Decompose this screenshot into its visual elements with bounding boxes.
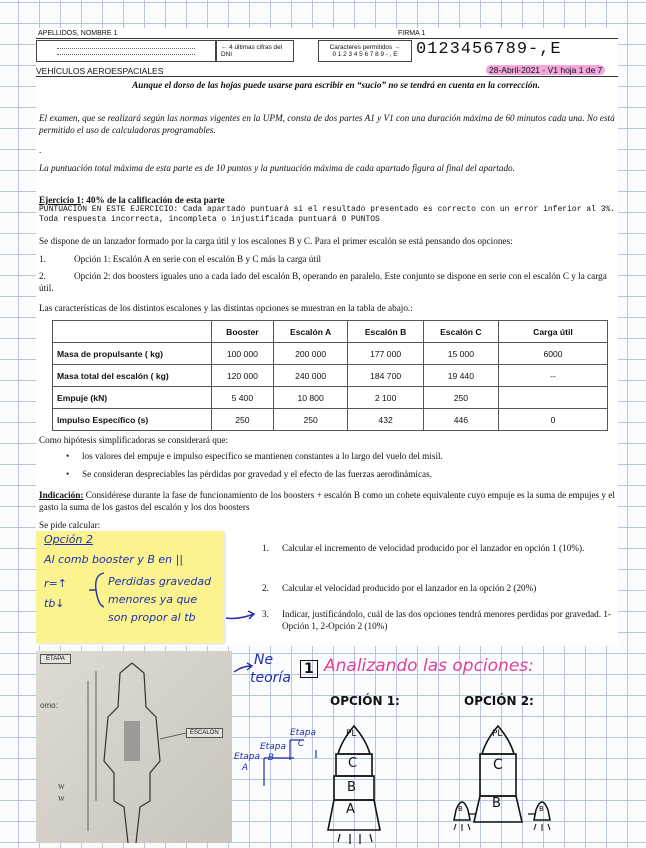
option-1-num: 1. bbox=[39, 254, 46, 264]
table-cell bbox=[499, 387, 608, 409]
course-title: VEHÍCULOS AEROESPACIALES bbox=[36, 66, 164, 76]
allowed-chars-values: 0 1 2 3 4 5 6 7 8 9 - , E bbox=[332, 51, 398, 58]
table-cell: 10 800 bbox=[273, 387, 348, 409]
table-cell: 177 000 bbox=[348, 343, 423, 365]
table-row bbox=[53, 387, 608, 409]
label-booster-b: B bbox=[539, 805, 544, 813]
option-2-num: 2. bbox=[39, 271, 46, 281]
photo-label-escalon: ESCALON bbox=[186, 728, 223, 738]
option-1-rocket bbox=[250, 710, 390, 846]
label-booster-b: B bbox=[458, 805, 463, 813]
stages-table bbox=[52, 320, 608, 431]
hypotheses-intro: Como hipótesis simplificadoras se considerará que: bbox=[39, 435, 229, 445]
table-cell: 100 000 bbox=[212, 343, 274, 365]
table-cell: 240 000 bbox=[273, 365, 348, 387]
puntuacion-text: PUNTUACIÓN EN ESTE EJERCICIO: Cada apartado puntuará si el resultado presentado es correcto con un error inferior al 3%. Toda respuesta incorrecta, incompleta o injustificada puntuará 0 PUNTOS bbox=[39, 205, 616, 224]
sticky-line: Al comb booster y B en || bbox=[44, 553, 184, 566]
photo-label-omo: omo: bbox=[40, 701, 58, 710]
table-row-label: Impulso Específico (s) bbox=[53, 409, 212, 431]
note-teoria: teoría bbox=[250, 670, 291, 686]
table-cell: 5 400 bbox=[212, 387, 274, 409]
question-num: 1. bbox=[262, 543, 269, 553]
table-cell: 200 000 bbox=[273, 343, 348, 365]
section-number: 1 bbox=[300, 660, 318, 678]
firma-label: FIRMA 1 bbox=[398, 30, 426, 37]
option-1-heading: OPCIÓN 1: bbox=[330, 694, 400, 708]
dot: . bbox=[39, 145, 42, 155]
table-header-row bbox=[53, 321, 608, 343]
arrow-icon bbox=[224, 606, 258, 624]
table-cell: 0 bbox=[499, 409, 608, 431]
question-text: Calcular el velocidad producido por el lanzador en la opción 2 (20%) bbox=[282, 583, 537, 593]
bullet-icon: • bbox=[66, 451, 70, 461]
table-header-cell: Escalón A bbox=[273, 321, 348, 343]
label-pl: PL bbox=[492, 729, 503, 739]
table-cell: 432 bbox=[348, 409, 423, 431]
table-header-cell bbox=[53, 321, 212, 343]
hypothesis-item: los valores del empuje e impulso específico se mantienen constantes a lo largo del vuelo del misil. bbox=[82, 451, 443, 461]
option-2-heading: OPCIÓN 2: bbox=[464, 694, 534, 708]
photo-label-etapa: ETAPA bbox=[40, 654, 71, 664]
table-header-cell: Booster bbox=[212, 321, 274, 343]
header-rule-2 bbox=[36, 76, 618, 77]
table-cell: 19 440 bbox=[423, 365, 498, 387]
sticky-line: Perdidas gravedad bbox=[108, 575, 212, 588]
table-cell: 184 700 bbox=[348, 365, 423, 387]
table-intro: Las características de los distintos escalones y las distintas opciones se muestran en la tabla de abajo.: bbox=[39, 303, 413, 313]
table-header-cell: Escalón C bbox=[423, 321, 498, 343]
table-cell: 15 000 bbox=[423, 343, 498, 365]
table-row bbox=[53, 365, 608, 387]
label-c: C bbox=[348, 756, 358, 771]
sticky-note bbox=[36, 531, 224, 643]
exam-rules: El examen, que se realizará según las normas vigentes en la UPM, consta de dos partes A1 y V1 con una duración máxima de 60 minutos cada una. No está permitido el uso de calculadoras programables. bbox=[39, 113, 615, 135]
exercise-title: Ejercicio 1: 40% de la calificación de esta parte bbox=[39, 195, 225, 205]
allowed-chars-box bbox=[318, 40, 412, 62]
table-row-label: Empuje (kN) bbox=[53, 387, 212, 409]
indicacion-text: Indicación: Considérese durante la fase de funcionamiento de los boosters + escalón B como un cohete equivalente cuyo empuje es la suma de empujes y el gasto la suma de los gastos del escalón y los dos boosters bbox=[39, 490, 615, 512]
svg-text:W: W bbox=[58, 783, 65, 791]
table-row bbox=[53, 343, 608, 365]
question-num: 3. bbox=[262, 609, 269, 619]
svg-text:W: W bbox=[58, 795, 65, 803]
textbook-photo bbox=[36, 651, 232, 843]
table-header-cell: Carga útil bbox=[499, 321, 608, 343]
table-cell: 250 bbox=[273, 409, 348, 431]
brace-icon bbox=[86, 571, 110, 609]
question-text: Calcular el incremento de velocidad producido por el lanzador en opción 1 (10%). bbox=[282, 543, 585, 553]
bullet-icon: • bbox=[66, 469, 70, 479]
question-num: 2. bbox=[262, 583, 269, 593]
question-text: Indicar, justificándolo, cuál de las dos opciones tendrá menores perdidas por gravedad. 1- Opción 1, 2-Opción 2 (10%) bbox=[282, 609, 611, 631]
table-header-cell: Escalón B bbox=[348, 321, 423, 343]
warning-text: Aunque el dorso de las hojas puede usarse para escribir en “sucio” no se tendrá en cuenta en la corrección. bbox=[132, 80, 540, 90]
table-cell: 250 bbox=[423, 387, 498, 409]
sticky-line: menores ya que bbox=[108, 593, 198, 606]
sticky-line: son propor al tb bbox=[108, 611, 196, 624]
apellidos-label: APELLIDOS, NOMBRE 1 bbox=[38, 30, 118, 37]
note-ne: Ne bbox=[254, 652, 274, 668]
label-b: B bbox=[347, 780, 356, 795]
label-etapa-c: Etapa C bbox=[290, 728, 316, 749]
option-1-text: Opción 1: Escalón A en serie con el escalón B y C más la carga útil bbox=[74, 254, 322, 264]
table-row-label: Masa de propulsante ( kg) bbox=[53, 343, 212, 365]
header-rule bbox=[36, 38, 618, 39]
table-row-label: Masa total del escalón ( kg) bbox=[53, 365, 212, 387]
setup-text: Se dispone de un lanzador formado por la carga útil y los escalones B y C. Para el primer escalón se está pensando dos opciones: bbox=[39, 236, 513, 246]
arrow-icon bbox=[232, 662, 256, 676]
table-cell: 2 100 bbox=[348, 387, 423, 409]
table-cell: 6000 bbox=[499, 343, 608, 365]
name-input-box[interactable] bbox=[36, 40, 216, 62]
label-pl: PL bbox=[346, 729, 357, 739]
table-cell: 120 000 bbox=[212, 365, 274, 387]
table-cell: -- bbox=[499, 365, 608, 387]
table-cell: 250 bbox=[212, 409, 274, 431]
table-cell: 446 bbox=[423, 409, 498, 431]
allowed-chars-label: Caracteres permitidos → bbox=[329, 44, 401, 51]
rocket-sketch bbox=[36, 651, 232, 843]
sticky-line: r=↑ bbox=[44, 577, 67, 590]
scoring-text: La puntuación total máxima de esta parte es de 10 puntos y la puntuación máxima de cada apartado figura al final del apartado. bbox=[39, 163, 515, 173]
label-b: B bbox=[492, 796, 501, 811]
hypothesis-item: Se consideran despreciables las pérdidas por gravedad y el efecto de las fuerzas aerodinámicas. bbox=[82, 469, 432, 479]
label-c: C bbox=[493, 757, 503, 773]
date-page: 28-Abril-2021 - V1 hoja 1 de 7 bbox=[486, 65, 605, 75]
label-a: A bbox=[346, 802, 355, 817]
option-2-rocket bbox=[440, 710, 590, 846]
se-pide-text: Se pide calcular: bbox=[39, 520, 101, 530]
section-title: Analizando las opciones: bbox=[324, 656, 534, 676]
table-row bbox=[53, 409, 608, 431]
dni-note: ← 4 últimas cifras del DNI bbox=[216, 40, 294, 62]
sticky-line: tb↓ bbox=[44, 597, 65, 610]
label-etapa-b: Etapa B bbox=[260, 742, 286, 763]
sticky-line: Opción 2 bbox=[44, 533, 93, 546]
label-etapa-a: Etapa A bbox=[234, 752, 260, 773]
digit-strip: 0123456789-,E bbox=[416, 40, 562, 59]
option-2-text: Opción 2: dos boosters iguales uno a cada lado del escalón B, operando en paralelo. Este conjunto se dispone en serie con el escalón C y la carga útil. bbox=[39, 271, 607, 293]
